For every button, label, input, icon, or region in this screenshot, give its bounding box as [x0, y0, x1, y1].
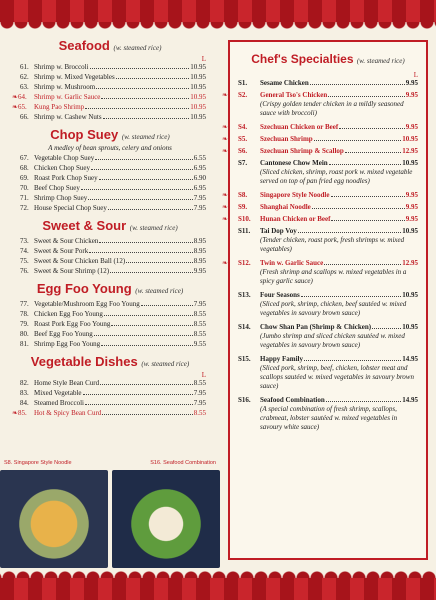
leader-dots — [88, 193, 192, 200]
leader-dots — [91, 163, 193, 170]
item-description: (Crispy golden tender chicken in a mildly seasoned sauce with broccoli) — [260, 100, 404, 117]
item-number: 72. — [20, 204, 29, 212]
seafood-combination-photo — [112, 470, 220, 568]
item-name: Shrimp Chop Suey — [34, 194, 88, 202]
item-price: 8.55 — [193, 310, 206, 318]
leader-dots — [326, 395, 401, 402]
menu-page — [0, 32, 436, 568]
chefs-specialties-note: (w. steamed rice) — [356, 57, 405, 65]
item-name: Hot & Spicy Bean Curd — [34, 409, 102, 417]
item-name: Twin w. Garlic Sauce — [260, 259, 324, 267]
item-price: 6.95 — [193, 164, 206, 172]
item-number: ❧65. — [12, 103, 27, 111]
menu-item — [0, 388, 220, 398]
item-number: 78. — [20, 310, 29, 318]
item-name: Shrimp Egg Foo Young — [34, 340, 101, 348]
item-number: 77. — [20, 300, 29, 308]
specialty-row — [222, 214, 426, 224]
item-number: 63. — [20, 83, 29, 91]
item-code: S2. — [238, 91, 248, 99]
section-note: (w. steamed rice) — [129, 224, 178, 232]
leader-dots — [85, 398, 193, 405]
leader-dots — [304, 354, 401, 361]
item-number: 70. — [20, 184, 29, 192]
section-heading: Seafood — [58, 38, 110, 53]
item-number: 75. — [20, 257, 29, 265]
item-price: 10.95 — [402, 291, 418, 299]
item-name: Szechuan Shrimp & Scallop — [260, 147, 344, 155]
leader-dots — [81, 183, 193, 190]
singapore-noodle-photo — [0, 470, 108, 568]
menu-item — [0, 62, 220, 72]
photo-label-singapore-noodle: S8. Singapore Style Noodle — [4, 460, 72, 466]
item-code: S9. — [238, 203, 248, 211]
leader-dots — [100, 378, 193, 385]
specialty-item — [230, 354, 426, 391]
price-column-header: L — [413, 71, 418, 79]
item-price: 6.95 — [193, 184, 206, 192]
item-name: Kung Pao Shrimp — [34, 103, 85, 111]
chili-pepper-icon: ❧ — [12, 93, 18, 101]
section-title — [0, 281, 220, 299]
chili-pepper-icon: ❧ — [12, 409, 18, 417]
menu-item — [0, 266, 220, 276]
menu-section — [0, 218, 220, 276]
item-name: House Special Chop Suey — [34, 204, 107, 212]
item-name: Shrimp w. Broccoli — [34, 63, 89, 71]
leader-dots — [103, 112, 190, 119]
menu-section — [0, 38, 220, 122]
item-number: ❧64. — [12, 93, 27, 101]
menu-item — [0, 92, 220, 102]
left-column — [0, 38, 220, 423]
item-code: S7. — [238, 159, 248, 167]
section-heading: Sweet & Sour — [42, 218, 127, 233]
leader-dots — [96, 82, 189, 89]
item-price: 8.95 — [193, 237, 206, 245]
item-price: 10.95 — [402, 135, 418, 143]
section-note: (w. steamed rice) — [113, 44, 162, 52]
menu-item — [0, 378, 220, 388]
item-code: S16. — [238, 396, 251, 404]
section-note: (w. steamed rice) — [121, 133, 170, 141]
item-number: 74. — [20, 247, 29, 255]
item-name: Chicken Chop Suey — [34, 164, 90, 172]
item-price: 6.55 — [193, 154, 206, 162]
leader-dots — [312, 202, 405, 209]
menu-item — [0, 398, 220, 408]
specialty-item — [230, 78, 426, 88]
item-price: 12.95 — [402, 259, 418, 267]
section-title — [0, 38, 220, 56]
chefs-specialties-box — [222, 40, 428, 560]
section-title — [0, 127, 220, 145]
item-price: 10.95 — [402, 227, 418, 235]
specialty-row — [222, 90, 426, 100]
menu-item — [0, 193, 220, 203]
specialty-item — [222, 190, 426, 200]
item-price: 7.95 — [193, 399, 206, 407]
item-name: Chicken Egg Foo Young — [34, 310, 103, 318]
specialty-item — [230, 226, 426, 254]
menu-item — [0, 329, 220, 339]
menu-item — [0, 163, 220, 173]
chili-pepper-icon: ❧ — [222, 259, 228, 267]
item-code: S15. — [238, 355, 251, 363]
menu-item — [0, 319, 220, 329]
specialty-item — [222, 258, 426, 286]
specialty-row — [230, 158, 426, 168]
item-name: Singapore Style Noodle — [260, 191, 330, 199]
item-price: 10.95 — [190, 93, 206, 101]
chefs-specialties-heading: Chef's Specialties — [251, 52, 354, 66]
item-name: Beef Chop Suey — [34, 184, 80, 192]
item-code: S14. — [238, 323, 251, 331]
leader-dots — [104, 309, 193, 316]
item-name: Sweet & Sour Pork — [34, 247, 89, 255]
item-name: Vegetable/Mushroom Egg Foo Young — [34, 300, 140, 308]
specialty-row — [230, 322, 426, 332]
item-price: 10.95 — [190, 113, 206, 121]
specialty-row — [222, 122, 426, 132]
menu-item — [0, 153, 220, 163]
item-name: Mixed Vegetable — [34, 389, 82, 397]
specialty-row — [230, 78, 426, 88]
chefs-specialties-title — [230, 52, 426, 66]
chili-pepper-icon: ❧ — [222, 203, 228, 211]
item-price: 6.90 — [193, 174, 206, 182]
specialty-item — [222, 214, 426, 224]
item-description: (Fresh shrimp and scallops w. mixed vegetables in a spicy garlic sauce) — [260, 268, 407, 285]
item-code: S5. — [238, 135, 248, 143]
item-code: S12. — [238, 259, 251, 267]
menu-item — [0, 236, 220, 246]
menu-item — [0, 183, 220, 193]
item-name: Beef Egg Foo Young — [34, 330, 93, 338]
item-description: (Sliced chicken, shrimp, roast pork w. mixed vegetable served on top of pan fried egg noodles) — [260, 168, 413, 185]
specialty-item — [230, 395, 426, 432]
menu-item — [0, 203, 220, 213]
price-column-header: L — [201, 55, 206, 63]
item-description: (Sliced pork, shrimp, beef, chicken, lobster meat and scallops sautéed w. mixed vegetables in savoury brown sauce) — [260, 364, 414, 390]
menu-item — [0, 72, 220, 82]
item-name: Tai Dop Voy — [260, 227, 297, 235]
leader-dots — [331, 190, 405, 197]
leader-dots — [111, 319, 192, 326]
leader-dots — [101, 92, 189, 99]
item-name: Happy Family — [260, 355, 303, 363]
leader-dots — [102, 408, 192, 415]
section-subtitle: A medley of bean sprouts, celery and onions — [48, 144, 172, 152]
item-price: 12.95 — [402, 147, 418, 155]
item-name: Hunan Chicken or Beef — [260, 215, 331, 223]
item-price: 9.95 — [405, 91, 418, 99]
leader-dots — [372, 322, 401, 329]
menu-item — [0, 112, 220, 122]
section-note: (w. steamed rice) — [141, 360, 190, 368]
item-price: 8.55 — [193, 320, 206, 328]
item-price: 9.55 — [193, 340, 206, 348]
specialty-item — [222, 202, 426, 212]
photo-label-seafood-combination: S16. Seafood Combination — [150, 460, 216, 466]
leader-dots — [328, 90, 404, 97]
section-heading: Egg Foo Young — [36, 281, 132, 296]
price-column-header: L — [201, 371, 206, 379]
item-code: S1. — [238, 79, 248, 87]
menu-item — [0, 309, 220, 319]
leader-dots — [301, 290, 402, 297]
menu-section — [0, 354, 220, 418]
item-name: Shrimp w. Garlic Sauce — [34, 93, 101, 101]
item-name: Shanghai Noodle — [260, 203, 311, 211]
leader-dots — [94, 329, 193, 336]
chili-pepper-icon: ❧ — [222, 123, 228, 131]
item-price: 7.95 — [193, 194, 206, 202]
menu-item — [0, 256, 220, 266]
item-name: Roast Pork Egg Foo Young — [34, 320, 111, 328]
specialty-item — [230, 158, 426, 186]
item-number: 84. — [20, 399, 29, 407]
leader-dots — [89, 246, 193, 253]
item-number: 69. — [20, 174, 29, 182]
item-price: 10.95 — [402, 323, 418, 331]
item-name: Shrimp w. Cashew Nuts — [34, 113, 102, 121]
item-code: S13. — [238, 291, 251, 299]
menu-item — [0, 173, 220, 183]
menu-item — [0, 339, 220, 349]
item-name: Steamed Broccoli — [34, 399, 84, 407]
specialty-row — [230, 226, 426, 236]
item-price: 8.55 — [193, 379, 206, 387]
item-name: Cantonese Chow Mein — [260, 159, 328, 167]
leader-dots — [95, 153, 192, 160]
item-price: 9.95 — [405, 203, 418, 211]
item-name: Szechuan Shrimp — [260, 135, 313, 143]
leader-dots — [331, 214, 404, 221]
menu-item — [0, 299, 220, 309]
specialty-row — [230, 395, 426, 405]
bottom-scallop-trim — [0, 568, 436, 578]
item-name: Sweet & Sour Chicken — [34, 237, 99, 245]
menu-section — [0, 281, 220, 349]
specialty-row — [222, 190, 426, 200]
specialty-row — [222, 202, 426, 212]
menu-section — [0, 127, 220, 213]
item-number: 81. — [20, 340, 29, 348]
leader-dots — [85, 102, 189, 109]
item-price: 10.95 — [402, 159, 418, 167]
item-name: Sesame Chicken — [260, 79, 309, 87]
leader-dots — [83, 388, 193, 395]
item-name: Sweet & Sour Chicken Ball (12) — [34, 257, 126, 265]
leader-dots — [329, 158, 402, 165]
item-description: (Jumbo shrimp and sliced chicken sautéed w. mixed vegetables in savoury brown sauce) — [260, 332, 405, 349]
item-price: 9.95 — [405, 191, 418, 199]
item-name: Shrimp w. Mixed Vegetables — [34, 73, 115, 81]
item-name: General Tso's Chicken — [260, 91, 328, 99]
leader-dots — [314, 134, 402, 141]
specialty-item — [222, 90, 426, 118]
item-price: 10.95 — [190, 73, 206, 81]
specialty-item — [230, 322, 426, 350]
leader-dots — [324, 258, 401, 265]
bottom-border — [0, 578, 436, 600]
chili-pepper-icon: ❧ — [222, 147, 228, 155]
leader-dots — [339, 122, 405, 129]
section-title — [0, 218, 220, 236]
item-name: Seafood Combination — [260, 396, 325, 404]
item-code: S4. — [238, 123, 248, 131]
chili-pepper-icon: ❧ — [12, 103, 18, 111]
leader-dots — [90, 62, 190, 69]
leader-dots — [101, 339, 193, 346]
leader-dots — [99, 173, 193, 180]
item-price: 9.95 — [405, 79, 418, 87]
food-photos — [0, 460, 220, 568]
section-title — [0, 354, 220, 372]
menu-item — [0, 246, 220, 256]
item-price: 7.95 — [193, 389, 206, 397]
item-number: 82. — [20, 379, 29, 387]
item-price: 8.95 — [193, 257, 206, 265]
specialty-row — [222, 258, 426, 268]
item-price: 14.95 — [402, 355, 418, 363]
item-price: 9.95 — [193, 267, 206, 275]
specialties-list — [222, 78, 426, 432]
specialty-row — [230, 354, 426, 364]
leader-dots — [116, 72, 190, 79]
chili-pepper-icon: ❧ — [222, 191, 228, 199]
item-description: (A special combination of fresh shrimp, scallops, crabmeat, lobster sautéed w. mixed vegetables in savoury white sauce) — [260, 405, 398, 431]
item-code: S8. — [238, 191, 248, 199]
item-price: 9.95 — [405, 123, 418, 131]
item-name: Four Seasons — [260, 291, 300, 299]
item-name: Szechuan Chicken or Beef — [260, 123, 339, 131]
specialty-row — [222, 134, 426, 144]
item-price: 10.95 — [190, 63, 206, 71]
item-price: 8.95 — [193, 247, 206, 255]
specialty-item — [230, 290, 426, 318]
item-name: Chow Shan Pan (Shrimp & Chicken) — [260, 323, 372, 331]
top-scallop-trim — [0, 22, 436, 32]
item-price: 8.55 — [193, 409, 206, 417]
item-price: 10.95 — [190, 103, 206, 111]
item-number: 73. — [20, 237, 29, 245]
item-code: S11. — [238, 227, 251, 235]
item-number: 62. — [20, 73, 29, 81]
item-description: (Sliced pork, shrimp, chicken, beef sautéed w. mixed vegetables in savoury brown sauce) — [260, 300, 407, 317]
section-heading: Vegetable Dishes — [30, 354, 138, 369]
leader-dots — [126, 256, 193, 263]
item-number: 79. — [20, 320, 29, 328]
item-number: 76. — [20, 267, 29, 275]
leader-dots — [345, 146, 401, 153]
specialty-row — [222, 146, 426, 156]
chili-pepper-icon: ❧ — [222, 215, 228, 223]
item-number: 66. — [20, 113, 29, 121]
specialty-row — [230, 290, 426, 300]
item-name: Shrimp w. Mushroom — [34, 83, 96, 91]
item-code: S6. — [238, 147, 248, 155]
item-number: 68. — [20, 164, 29, 172]
item-number: 61. — [20, 63, 29, 71]
item-price: 7.95 — [193, 204, 206, 212]
item-name: Roast Pork Chop Suey — [34, 174, 98, 182]
item-price: 8.55 — [193, 330, 206, 338]
item-price: 14.95 — [402, 396, 418, 404]
menu-item — [0, 82, 220, 92]
chili-pepper-icon: ❧ — [222, 135, 228, 143]
leader-dots — [108, 203, 193, 210]
item-name: Home Style Bean Curd — [34, 379, 100, 387]
item-name: Vegetable Chop Suey — [34, 154, 95, 162]
item-number: 71. — [20, 194, 29, 202]
item-code: S10. — [238, 215, 251, 223]
chili-pepper-icon: ❧ — [222, 91, 228, 99]
specialty-item — [222, 122, 426, 132]
item-number: ❧85. — [12, 409, 27, 417]
item-price: 9.95 — [405, 215, 418, 223]
section-heading: Chop Suey — [50, 127, 119, 142]
leader-dots — [298, 226, 402, 233]
menu-item — [0, 102, 220, 112]
item-number: 83. — [20, 389, 29, 397]
item-price: 10.95 — [190, 83, 206, 91]
item-price: 7.95 — [193, 300, 206, 308]
item-number: 80. — [20, 330, 29, 338]
leader-dots — [99, 236, 192, 243]
item-name: Sweet & Sour Shrimp (12) — [34, 267, 110, 275]
item-number: 67. — [20, 154, 29, 162]
specialty-item — [222, 134, 426, 144]
section-note: (w. steamed rice) — [135, 287, 184, 295]
menu-item — [0, 408, 220, 418]
leader-dots — [141, 299, 193, 306]
leader-dots — [110, 266, 193, 273]
specialty-item — [222, 146, 426, 156]
leader-dots — [310, 78, 405, 85]
item-description: (Tender chicken, roast pork, fresh shrimps w. mixed vegetables) — [260, 236, 405, 253]
top-border — [0, 0, 436, 22]
